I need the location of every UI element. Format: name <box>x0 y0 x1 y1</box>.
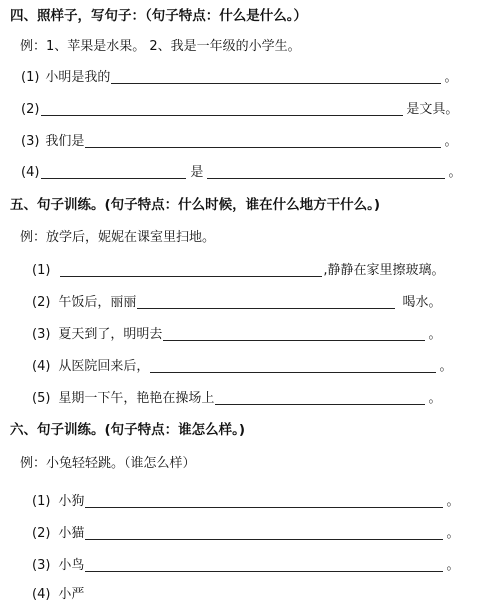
answer-blank[interactable] <box>60 263 322 277</box>
item-prefix: 午饭后，丽丽 <box>58 295 137 310</box>
section5-item-1 <box>32 257 480 279</box>
item-number: (5) <box>32 391 51 406</box>
answer-blank[interactable] <box>41 102 403 116</box>
item-number: (1) <box>21 70 40 85</box>
section6-item-4 <box>32 581 480 603</box>
item-number: (4) <box>21 165 40 180</box>
item-number: (4) <box>32 359 51 374</box>
section4-item-2 <box>21 96 480 118</box>
item-prefix: 从医院回来后， <box>58 359 150 374</box>
item-suffix: 。 <box>446 494 460 509</box>
section5-example-text: 例：放学后，妮妮在课室里扫地。 <box>20 230 216 245</box>
answer-blank[interactable] <box>85 494 443 508</box>
section6-heading-text: 六、句子训练。(句子特点：谁怎么样。) <box>10 422 246 438</box>
answer-blank[interactable] <box>207 165 445 179</box>
section5-item-5 <box>32 385 480 407</box>
section6-item-2 <box>32 520 480 542</box>
answer-blank[interactable] <box>215 391 425 405</box>
answer-blank[interactable] <box>85 526 443 540</box>
answer-blank[interactable] <box>85 558 443 572</box>
section4-item-3 <box>21 128 480 150</box>
item-suffix: 。 <box>439 359 453 374</box>
item-number: (4) <box>32 587 51 602</box>
item-suffix: 。 <box>444 70 458 85</box>
item-number: (2) <box>21 102 40 117</box>
answer-blank[interactable] <box>111 70 441 84</box>
item-prefix: 小明是我的 <box>45 70 111 85</box>
item-prefix: 小严 <box>58 587 85 602</box>
section5-example <box>20 224 480 246</box>
item-suffix: 。 <box>428 391 442 406</box>
answer-blank[interactable] <box>41 165 186 179</box>
item-middle: 是 <box>190 165 204 180</box>
section4-heading <box>10 2 480 24</box>
item-number: (3) <box>21 134 40 149</box>
item-suffix: 。 <box>446 558 460 573</box>
section4-item-1 <box>21 64 480 86</box>
answer-blank[interactable] <box>85 134 441 148</box>
section5-item-2 <box>32 289 480 311</box>
item-suffix: 。 <box>446 526 460 541</box>
item-number: (2) <box>32 295 51 310</box>
item-number: (1) <box>32 494 51 509</box>
item-prefix: 小猫 <box>58 526 85 541</box>
section4-item-4 <box>21 159 480 181</box>
item-number: (3) <box>32 327 51 342</box>
section6-example <box>20 450 480 472</box>
section6-item-3 <box>32 552 480 574</box>
item-prefix: 星期一下午，艳艳在操场上 <box>58 391 215 406</box>
section4-example <box>20 33 480 55</box>
item-suffix: 是文具。 <box>406 102 459 117</box>
section4-example-text: 例：1、苹果是水果。 2、我是一年级的小学生。 <box>20 39 301 54</box>
item-suffix: 。 <box>448 165 462 180</box>
section6-heading <box>10 416 480 438</box>
item-suffix: ,静静在家里擦玻璃。 <box>323 263 445 278</box>
item-number: (1) <box>32 263 51 278</box>
item-prefix: 我们是 <box>45 134 85 149</box>
item-suffix: 。 <box>444 134 458 149</box>
item-prefix: 夏天到了，明明去 <box>58 327 163 342</box>
item-number: (2) <box>32 526 51 541</box>
item-number: (3) <box>32 558 51 573</box>
answer-blank[interactable] <box>163 327 425 341</box>
item-prefix: 小狗 <box>58 494 85 509</box>
section5-item-4 <box>32 353 480 375</box>
section6-item-1 <box>32 488 480 510</box>
item-suffix: 。 <box>428 327 442 342</box>
answer-blank[interactable] <box>150 359 436 373</box>
answer-blank[interactable] <box>137 295 395 309</box>
section6-example-text: 例：小兔轻轻跳。（谁怎么样） <box>20 456 196 471</box>
item-suffix: 喝水。 <box>402 295 442 310</box>
item-prefix: 小鸟 <box>58 558 85 573</box>
section5-item-3 <box>32 321 480 343</box>
section5-heading-text: 五、句子训练。(句子特点：什么时候，谁在什么地方干什么。) <box>10 197 381 213</box>
section5-heading <box>10 191 480 213</box>
section4-heading-text: 四、照样子，写句子：（句子特点：什么是什么。） <box>10 8 307 24</box>
